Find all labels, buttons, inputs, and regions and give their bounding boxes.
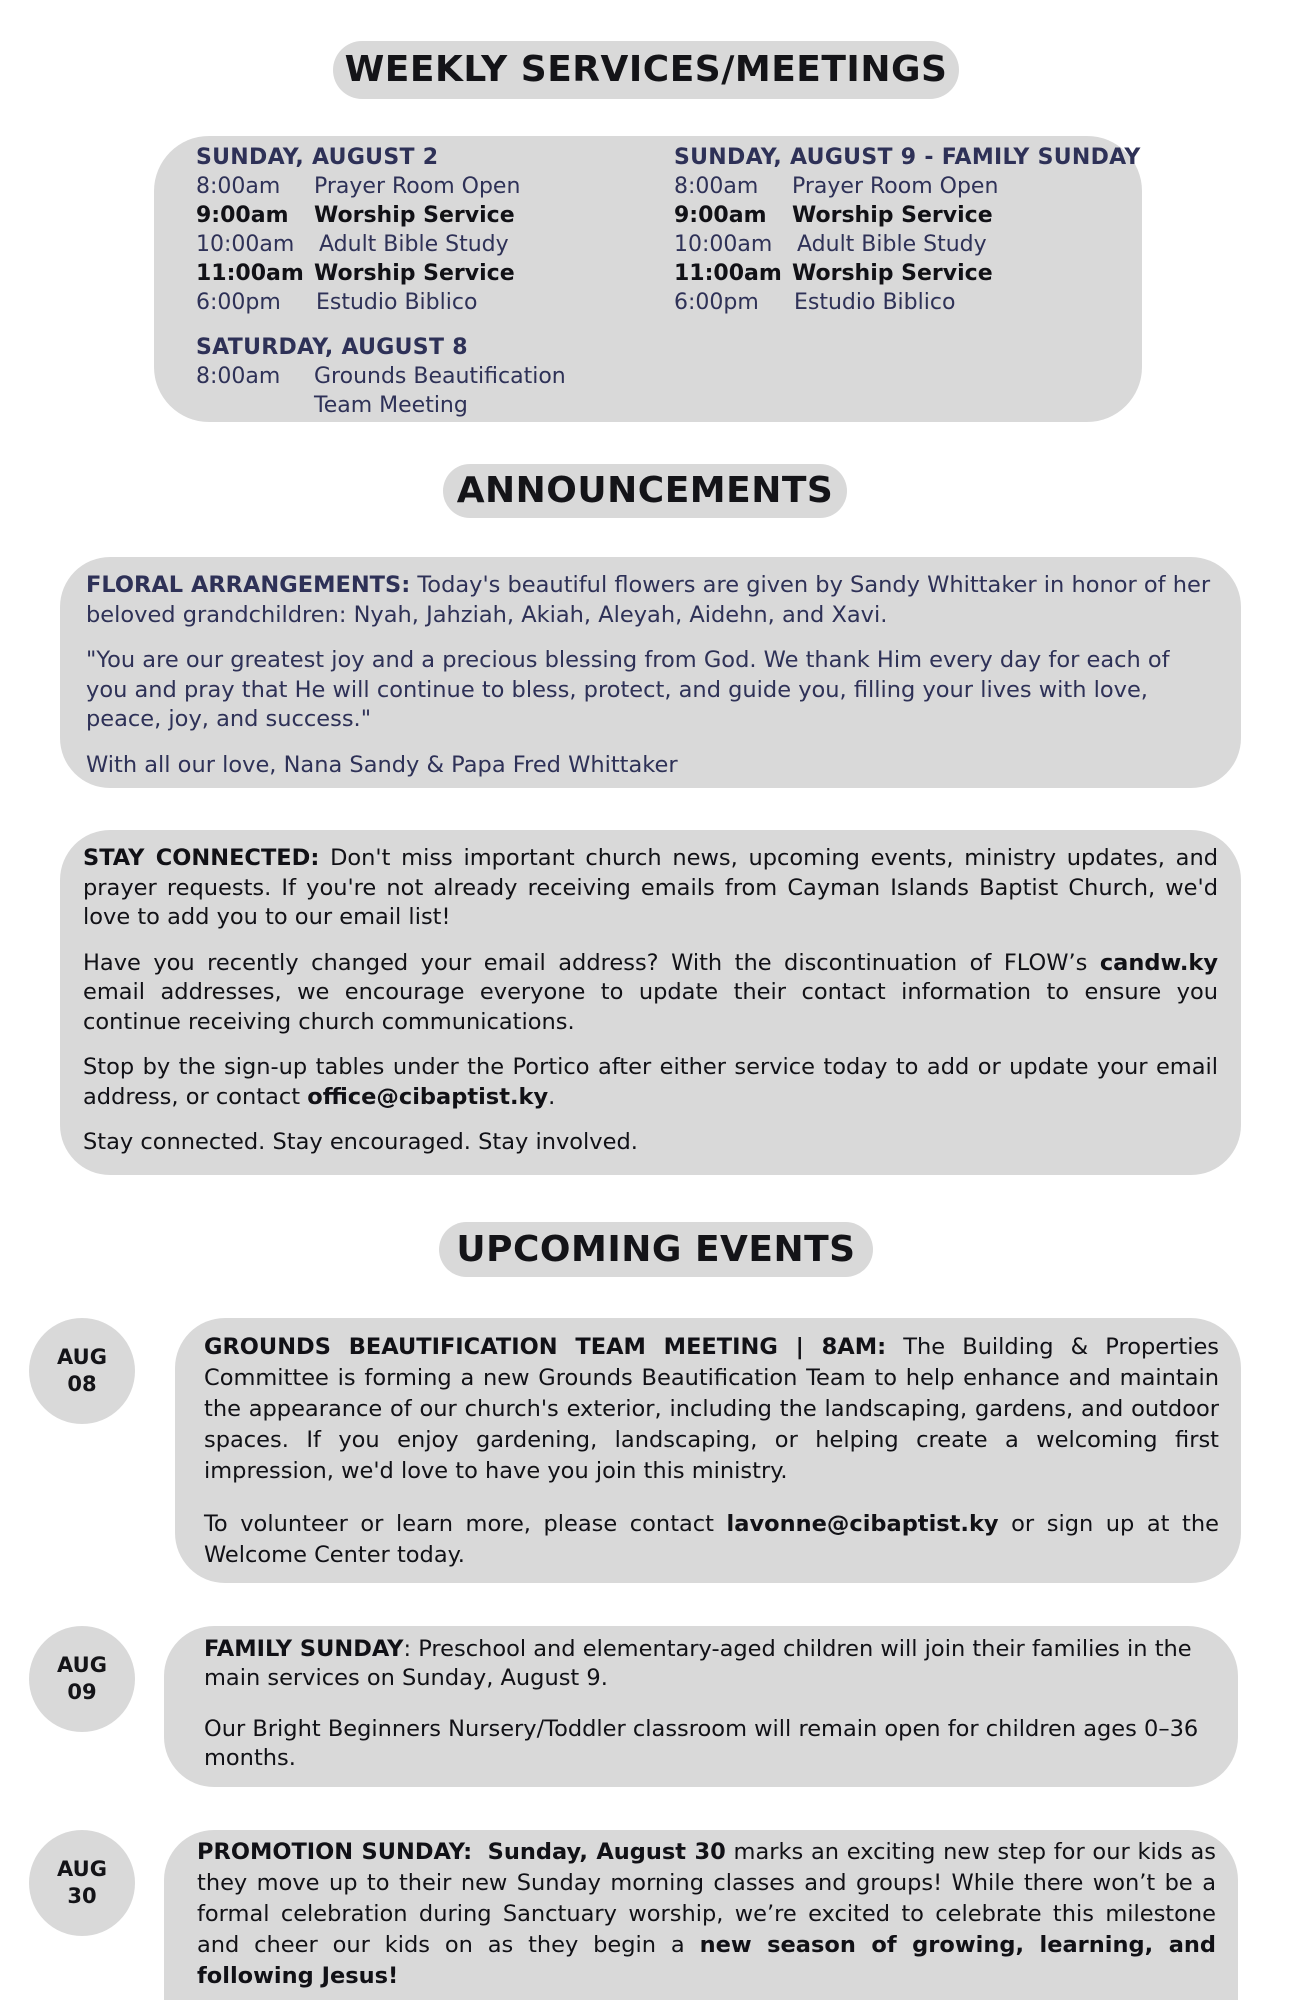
- schedule-row: 6:00pm Estudio Biblico: [196, 290, 478, 315]
- stay-connected-p1: STAY CONNECTED: Don't miss important church news, upcoming events, ministry updates, and prayer requests. If you're not already receiving emails from Cayman Islands Baptist Church, we'd love to add you to our email list!: [83, 845, 1218, 930]
- aug2-heading: SUNDAY, AUGUST 2: [196, 145, 439, 170]
- event-day: 09: [67, 1680, 97, 1704]
- event-month: AUG: [57, 1857, 107, 1881]
- event-contact: To volunteer or learn more, please contact lavonne@cibaptist.ky or sign up at the Welcome Center today.: [204, 1511, 1219, 1568]
- aug8-heading: SATURDAY, AUGUST 8: [196, 335, 468, 360]
- schedule-row: 9:00am Worship Service: [674, 203, 993, 228]
- stay-connected-p3: Stop by the sign-up tables under the Portico after either service today to add or update your email address, or contact office@cibaptist.ky.: [83, 1054, 1218, 1110]
- floral-text: FLORAL ARRANGEMENTS: Today's beautiful flowers are given by Sandy Whittaker in honor of her beloved grandchildren: Nyah, Jahziah, Akiah, Aleyah, Aidehn, and Xavi.: [86, 572, 1211, 628]
- office-email-link[interactable]: office@cibaptist.ky: [307, 1083, 549, 1110]
- aug9-heading: SUNDAY, AUGUST 9 - FAMILY SUNDAY: [674, 145, 1141, 170]
- aug2-schedule: [196, 143, 566, 420]
- schedule-row: 11:00am Worship Service: [196, 261, 515, 286]
- schedule-row: 10:00am Adult Bible Study: [674, 232, 987, 257]
- schedule-row: 11:00am Worship Service: [674, 261, 993, 286]
- schedule-row: 10:00am Adult Bible Study: [196, 232, 509, 257]
- stay-connected-p4: Stay connected. Stay encouraged. Stay involved.: [83, 1129, 638, 1155]
- event-date: Sunday, August 30: [487, 1839, 726, 1865]
- event-description: GROUNDS BEAUTIFICATION TEAM MEETING | 8AM: The Building & Properties Committee is forming a new Grounds Beautification Team to help enhance and maintain the appearance of our church's exterior, including the landscaping, gardens, and outdoor spaces. If you enjoy gardening, landscaping, or helping create a welcoming first impression, we'd love to have you join this ministry.: [204, 1334, 1220, 1484]
- floral-signoff: With all our love, Nana Sandy & Papa Fred Whittaker: [86, 751, 678, 778]
- schedule-row: 8:00am Prayer Room Open: [196, 174, 521, 199]
- lavonne-email-link[interactable]: lavonne@cibaptist.ky: [726, 1511, 999, 1537]
- event-date-badge: [29, 1830, 135, 1936]
- event-label: GROUNDS BEAUTIFICATION TEAM MEETING | 8AM:: [204, 1334, 887, 1360]
- floral-label: FLORAL ARRANGEMENTS:: [86, 572, 411, 598]
- grounds-beautification-event: [175, 1318, 1241, 1583]
- event-nursery-note: Our Bright Beginners Nursery/Toddler classroom will remain open for children ages 0–36 months.: [204, 1716, 1199, 1771]
- schedule-row: 9:00am Worship Service: [196, 203, 515, 228]
- schedule-row: Team Meeting: [314, 393, 468, 418]
- promotion-sunday-event: [164, 1830, 1238, 2000]
- floral-quote: "You are our greatest joy and a precious blessing from God. We thank Him every day for each of you and pray that He will continue to bless, protect, and guide you, filling your lives with love, peace, joy, and success.": [86, 647, 1170, 732]
- announcements-title: ANNOUNCEMENTS: [443, 464, 847, 518]
- family-sunday-event: [164, 1626, 1238, 1787]
- aug9-schedule: [674, 143, 1141, 317]
- event-label: PROMOTION SUNDAY:: [197, 1839, 473, 1865]
- event-date-badge: [29, 1318, 135, 1424]
- floral-arrangements-box: [60, 557, 1241, 788]
- event-description: PROMOTION SUNDAY: Sunday, August 30 marks an exciting new step for our kids as they move up to their new Sunday morning classes and groups! While there won’t be a formal celebration during Sanctuary worship, we’re excited to celebrate this milestone and cheer our kids on as they begin a new season of growing, learning, and following Jesus!: [197, 1839, 1216, 1989]
- event-month: AUG: [57, 1345, 107, 1369]
- stay-connected-box: [60, 830, 1241, 1175]
- event-label: FAMILY SUNDAY: [204, 1636, 404, 1662]
- event-month: AUG: [57, 1653, 107, 1677]
- schedule-row: 8:00am Grounds Beautification: [196, 364, 566, 389]
- stay-connected-label: STAY CONNECTED:: [83, 845, 320, 871]
- schedule-row: 8:00am Prayer Room Open: [674, 174, 999, 199]
- candw-domain: candw.ky: [1099, 949, 1218, 976]
- event-date-badge: [29, 1626, 135, 1732]
- event-description: FAMILY SUNDAY: Preschool and elementary-aged children will join their families in the main services on Sunday, August 9.: [204, 1636, 1192, 1691]
- event-day: 08: [67, 1372, 97, 1396]
- stay-connected-p2: Have you recently changed your email address? With the discontinuation of FLOW’s candw.ky email addresses, we encourage everyone to update their contact information to ensure you continue receiving church communications.: [83, 949, 1218, 1035]
- schedule-row: 6:00pm Estudio Biblico: [674, 290, 956, 315]
- upcoming-events-title: UPCOMING EVENTS: [439, 1222, 873, 1277]
- event-highlight: new season of growing, learning, and following Jesus!: [197, 1932, 1216, 1989]
- weekly-services-title: WEEKLY SERVICES/MEETINGS: [333, 41, 959, 99]
- event-day: 30: [67, 1884, 97, 1908]
